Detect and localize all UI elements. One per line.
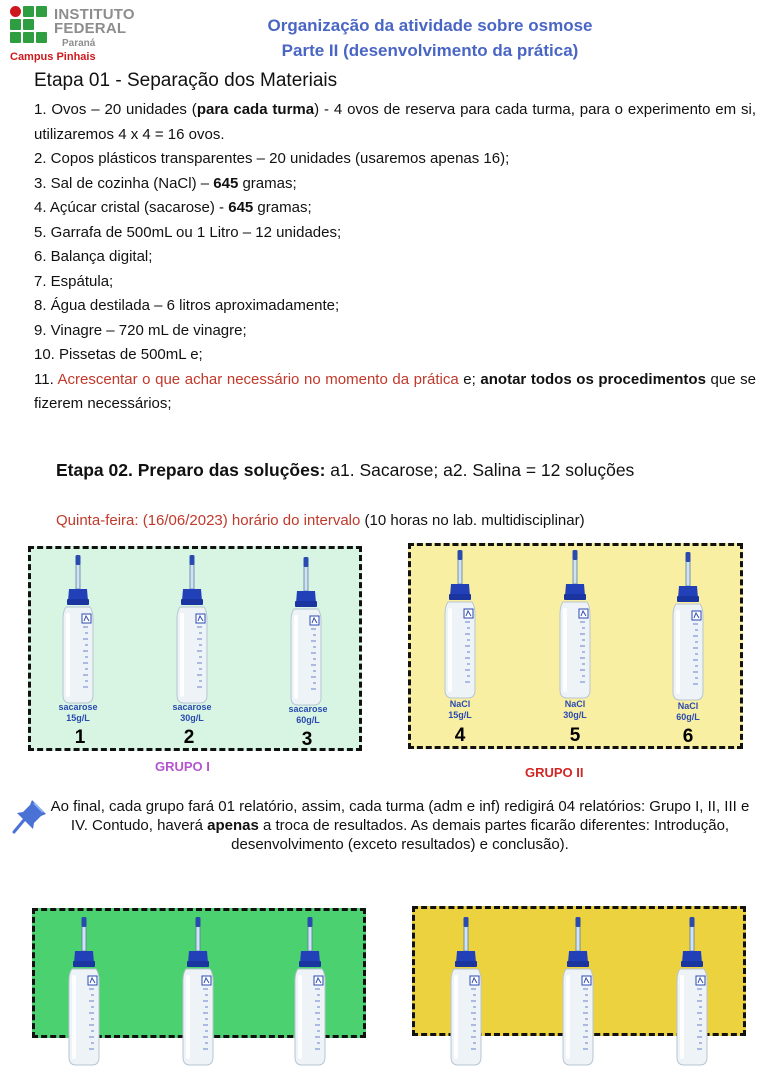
bottle-number: 4: [454, 725, 466, 746]
list-item: 4. Açúcar cristal (sacarose) - 645 gramas;: [34, 199, 312, 216]
logo-campus: Campus Pinhais: [10, 51, 96, 63]
list-item: 7. Espátula;: [34, 272, 114, 290]
wash-bottle-icon: [439, 550, 481, 700]
institution-logo: [10, 6, 150, 62]
logo-text: INSTITUTO FEDERAL: [54, 6, 135, 37]
bottle-label: NaCl 60g/L: [676, 701, 700, 722]
wash-bottle-icon: [667, 552, 709, 702]
bottle-label: sacarose 30g/L: [172, 702, 212, 723]
bottle-number: 5: [569, 725, 581, 746]
bottle-label: sacarose 60g/L: [288, 704, 328, 725]
wash-bottle-icon: [554, 550, 596, 700]
page-subtitle: Parte II (desenvolvimento da prática): [281, 41, 579, 60]
bottle-number: 3: [301, 729, 313, 750]
wash-bottle-icon: [671, 917, 713, 1067]
etapa1-heading: Etapa 01 - Separação dos Materiais: [34, 70, 338, 91]
pushpin-icon: [10, 796, 50, 836]
list-item: 9. Vinagre – 720 mL de vinagre;: [34, 321, 247, 339]
wash-bottle-icon: [289, 917, 331, 1067]
wash-bottle-icon: [557, 917, 599, 1067]
page-title: Organização da atividade sobre osmose: [267, 16, 593, 35]
grupo1-label: GRUPO I: [155, 759, 210, 774]
grupo2-label: GRUPO II: [525, 765, 584, 780]
list-item: 5. Garrafa de 500mL ou 1 Litro – 12 unidades;: [34, 223, 342, 241]
list-item: 1. Ovos – 20 unidades (para cada turma) - 4 ovos de reserva para cada turma, para o experimento em si, utilizaremos 4 x 4 = 16 ovos.: [34, 101, 757, 143]
logo-state: Paraná: [62, 38, 96, 49]
bottle-number: 1: [74, 727, 86, 748]
list-item: 2. Copos plásticos transparentes – 20 unidades (usaremos apenas 16);: [34, 150, 510, 167]
schedule-line: Quinta-feira: (16/06/2023) horário do intervalo (10 horas no lab. multidisciplinar): [56, 512, 585, 529]
grupo2-box: [408, 543, 743, 749]
bottle-label: NaCl 15g/L: [448, 699, 472, 720]
wash-bottle-icon: [171, 555, 213, 705]
wash-bottle-icon: [177, 917, 219, 1067]
bottle-label: NaCl 30g/L: [563, 699, 587, 720]
wash-bottle-icon: [63, 917, 105, 1067]
materials-list: [34, 98, 756, 417]
etapa2-heading: Etapa 02. Preparo das soluções: a1. Sacarose; a2. Salina = 12 soluções: [56, 460, 635, 480]
wash-bottle-icon: [445, 917, 487, 1067]
logo-grid-icon: [10, 6, 50, 52]
list-item: 3. Sal de cozinha (NaCl) – 645 gramas;: [34, 174, 297, 192]
wash-bottle-icon: [57, 555, 99, 705]
grupo3-box: [32, 908, 366, 1038]
grupo1-box: [28, 546, 362, 751]
grupo4-box: [412, 906, 746, 1036]
bottle-label: sacarose 15g/L: [58, 702, 98, 723]
final-note: Ao final, cada grupo fará 01 relatório, assim, cada turma (adm e inf) redigirá 04 relatórios: Grupo I, II, III e IV. Contudo, haverá apenas a troca de resultados. As demais partes ficarão diferentes: Introdução, desenvolvimento (exceto resultados) e conclusão).: [50, 798, 750, 853]
wash-bottle-icon: [285, 557, 327, 707]
list-item: 8. Água destilada – 6 litros aproximadamente;: [34, 297, 340, 314]
list-item: 6. Balança digital;: [34, 248, 153, 265]
bottle-number: 2: [183, 727, 195, 748]
bottle-number: 6: [682, 726, 694, 747]
list-item: 10. Pissetas de 500mL e;: [34, 346, 203, 363]
list-item: 11. Acrescentar o que achar necessário no momento da prática e; anotar todos os procedimentos que se fizerem necessários;: [34, 370, 756, 412]
